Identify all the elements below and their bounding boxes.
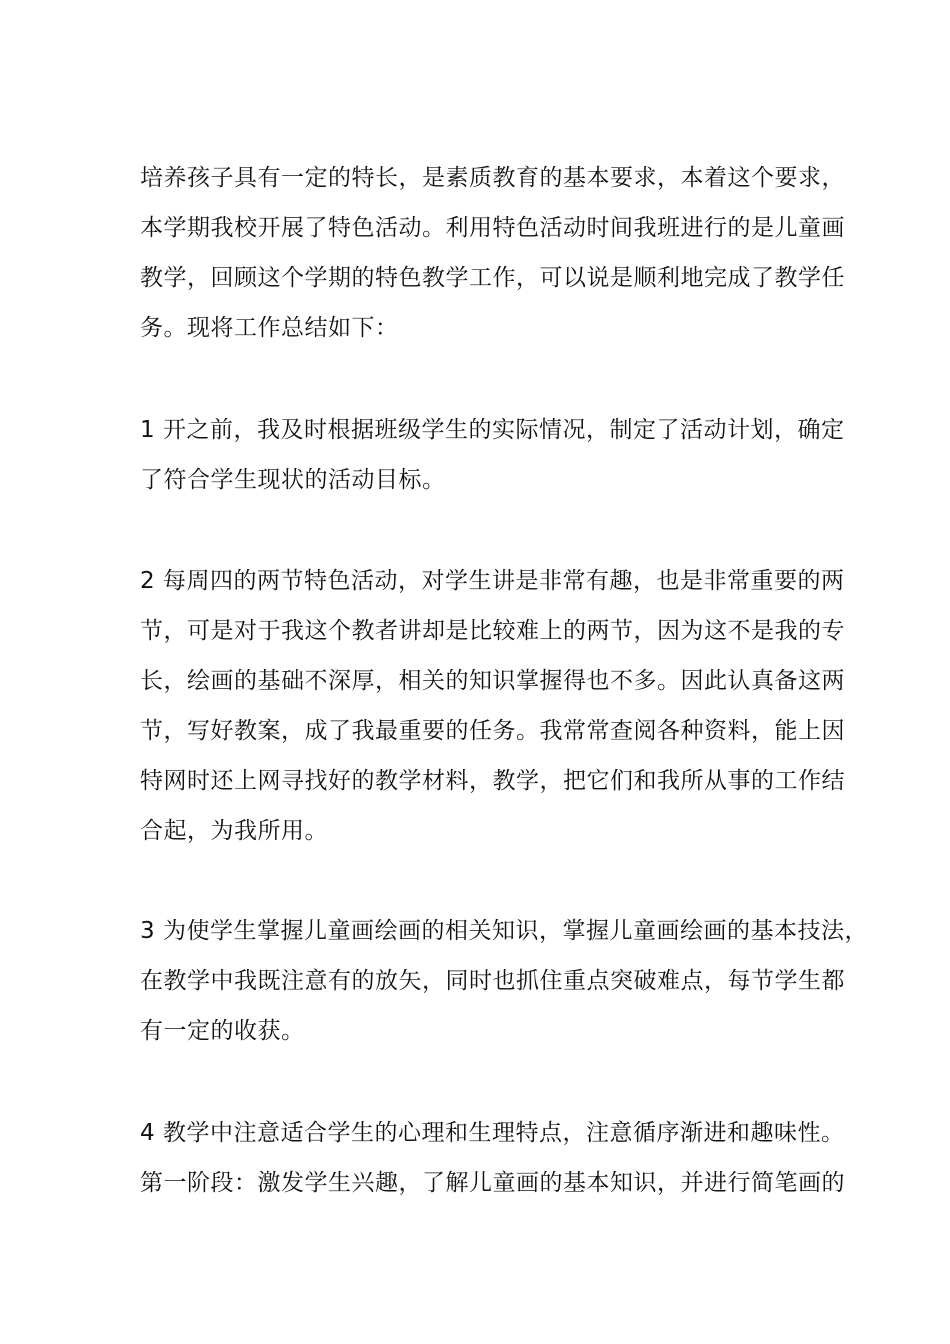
text-line: 长，绘画的基础不深厚，相关的知识掌握得也不多。因此认真备这两 bbox=[140, 668, 845, 694]
text-line: 本学期我校开展了特色活动。利用特色活动时间我班进行的是儿童画 bbox=[140, 215, 845, 241]
text-line: 第一阶段：激发学生兴趣，了解儿童画的基本知识，并进行简笔画的 bbox=[140, 1170, 845, 1196]
text-line: 了符合学生现状的活动目标。 bbox=[140, 467, 446, 493]
text-line: 有一定的收获。 bbox=[140, 1018, 305, 1044]
text-line: 节，可是对于我这个教者讲却是比较难上的两节，因为这不是我的专 bbox=[140, 618, 845, 644]
text-line: 合起，为我所用。 bbox=[140, 818, 328, 844]
text-line: 2 每周四的两节特色活动，对学生讲是非常有趣，也是非常重要的两 bbox=[140, 568, 845, 594]
text-line: 4 教学中注意适合学生的心理和生理特点，注意循序渐进和趣味性。 bbox=[140, 1120, 845, 1146]
text-line: 务。现将工作总结如下： bbox=[140, 315, 399, 341]
text-line: 节，写好教案，成了我最重要的任务。我常常查阅各种资料，能上因 bbox=[140, 718, 845, 744]
text-line: 1 开之前，我及时根据班级学生的实际情况，制定了活动计划，确定 bbox=[140, 417, 845, 443]
text-line: 特网时还上网寻找好的教学材料，教学，把它们和我所从事的工作结 bbox=[140, 768, 845, 794]
text-line: 培养孩子具有一定的特长，是素质教育的基本要求，本着这个要求， bbox=[140, 165, 845, 191]
text-line: 3 为使学生掌握儿童画绘画的相关知识，掌握儿童画绘画的基本技法， bbox=[140, 918, 868, 944]
text-line: 在教学中我既注意有的放矢，同时也抓住重点突破难点，每节学生都 bbox=[140, 968, 845, 994]
text-line: 教学，回顾这个学期的特色教学工作，可以说是顺利地完成了教学任 bbox=[140, 265, 845, 291]
